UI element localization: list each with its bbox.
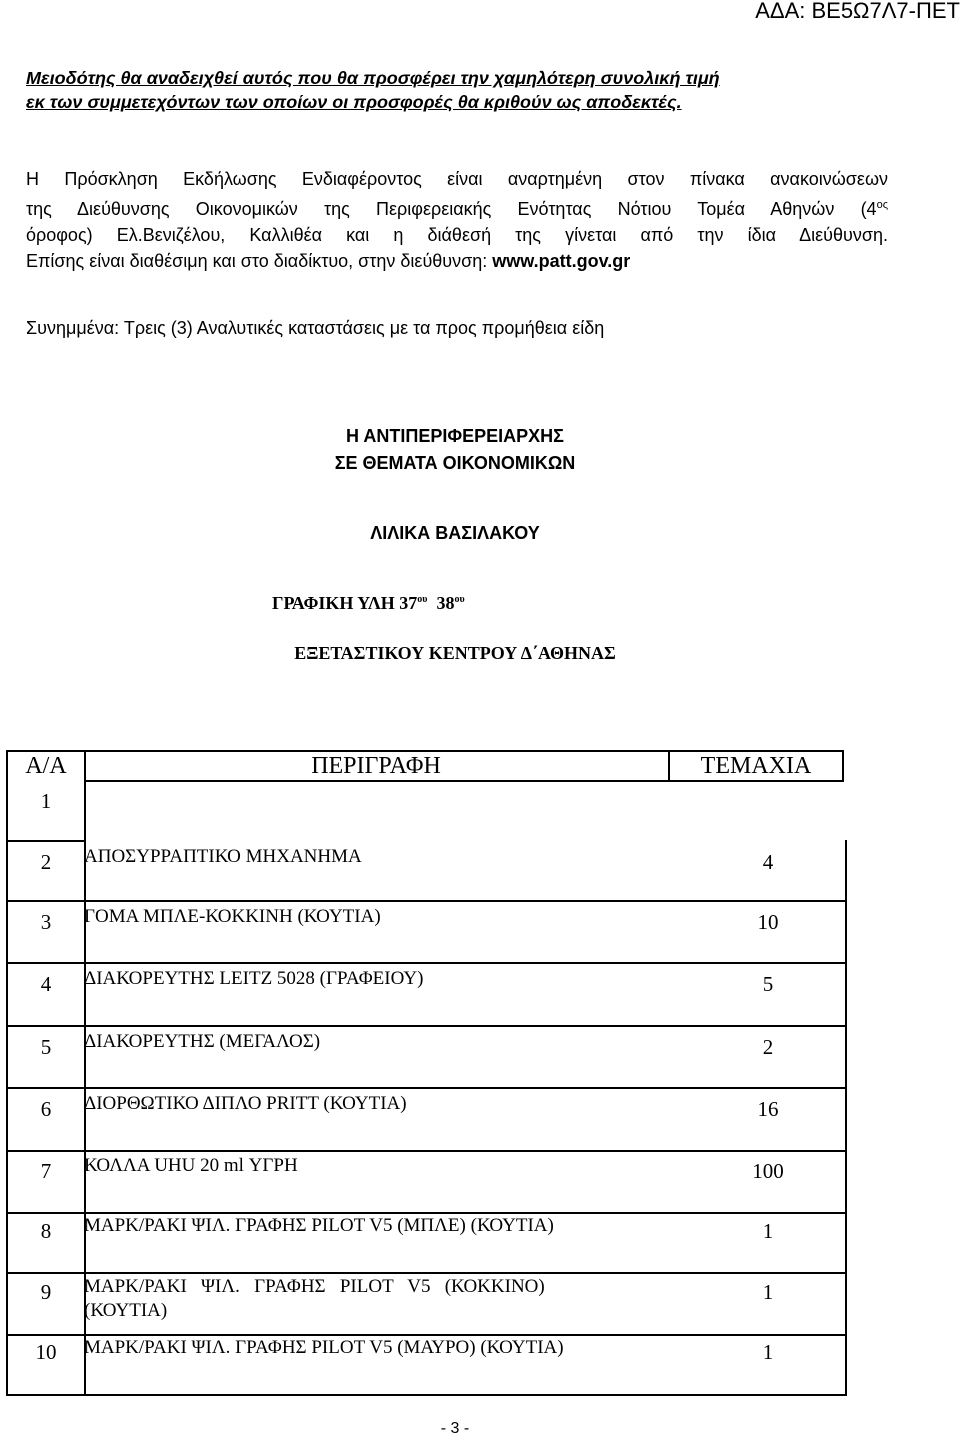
attachments-line: Συνημμένα: Τρεις (3) Αναλυτικές καταστάσεις με τα προς προμήθεια είδη	[26, 318, 605, 338]
paragraph-line2-text: της Διεύθυνσης Οικονομικών της Περιφερειακής Ενότητας Νότιου Τομέα Αθηνών (4	[26, 199, 877, 219]
header-quantity: ΤΕΜΑΧΙΑ	[700, 753, 812, 779]
row-description: ΔΙΑΚΟΡΕΥΤΗΣ LEITZ 5028 (ΓΡΑΦΕΙΟΥ)	[84, 968, 424, 989]
page-number: - 3 -	[440, 1420, 470, 1437]
paragraph-line3: όροφος) Ελ.Βενιζέλου, Καλλιθέα και η διάθεσή της γίνεται από την ίδια Διεύθυνση.	[26, 225, 888, 245]
row-description: ΜΑΡΚ/ΡΑΚΙ ΨΙΛ. ΓΡΑΦΗΣ PILOT V5 (ΜΑΥΡΟ) (ΚΟΥΤΙΑ)	[84, 1337, 564, 1358]
subject-line1	[272, 593, 465, 614]
row-quantity: 1	[762, 1280, 774, 1304]
paragraph-line1: Η Πρόσκληση Εκδήλωσης Ενδιαφέροντος είναι αναρτημένη στον πίνακα ανακοινώσεων	[26, 169, 888, 189]
row-number: 2	[40, 850, 52, 874]
signatory-name: ΛΙΛΙΚΑ ΒΑΣΙΛΑΚΟΥ	[370, 523, 540, 543]
row-quantity: 1	[762, 1219, 774, 1243]
row-description-continued: (ΚΟΥΤΙΑ)	[84, 1300, 168, 1321]
row-number: 3	[40, 910, 52, 934]
subject-sup1: ου	[417, 594, 428, 605]
row-number: 9	[40, 1280, 52, 1304]
award-note	[26, 66, 720, 114]
subject-sup2: ου	[454, 594, 465, 605]
paragraph-line2	[26, 192, 888, 222]
invitation-paragraph	[26, 166, 888, 274]
row-number: 5	[40, 1035, 52, 1059]
row-quantity: 5	[762, 972, 774, 996]
subject-line1-a: ΓΡΑΦΙΚΗ ΥΛΗ 37	[272, 593, 418, 613]
signatory-title-line2: ΣΕ ΘΕΜΑΤΑ ΟΙΚΟΝΟΜΙΚΩΝ	[334, 453, 576, 473]
signatory-title-line1: Η ΑΝΤΙΠΕΡΙΦΕΡΕΙΑΡΧΗΣ	[346, 426, 564, 446]
ada-code: ΑΔΑ: ΒΕ5Ω7Λ7-ΠΕΤ	[755, 0, 960, 23]
row-description: ΔΙΟΡΘΩΤΙΚΟ ΔΙΠΛΟ PRITT (ΚΟΥΤΙΑ)	[84, 1093, 407, 1114]
row-number: 4	[40, 972, 52, 996]
row-quantity: 16	[757, 1097, 779, 1121]
signatory-title	[0, 423, 910, 477]
row-description: ΑΠΟΣΥΡΡΑΠΤΙΚΟ ΜΗΧΑΝΗΜΑ	[84, 846, 362, 867]
row-description: ΔΙΑΚΟΡΕΥΤΗΣ (ΜΕΓΑΛΟΣ)	[84, 1031, 321, 1052]
row-number: 6	[40, 1097, 52, 1121]
website-link[interactable]: www.patt.gov.gr	[492, 251, 631, 271]
paragraph-line4-text: Επίσης είναι διαθέσιμη και στο διαδίκτυο, στην διεύθυνση:	[26, 251, 493, 271]
header-aa: Α/Α	[25, 753, 67, 779]
subject-line2: ΕΞΕΤΑΣΤΙΚΟΥ ΚΕΝΤΡΟΥ Δ΄ΑΘΗΝΑΣ	[294, 643, 616, 663]
subject-line1-b: 38	[427, 593, 455, 613]
paragraph-line2-sup: ος	[876, 199, 888, 211]
row-description: ΜΑΡΚ/ΡΑΚΙ ΨΙΛ. ΓΡΑΦΗΣ PILOT V5 (ΚΟΚΚΙΝΟ)	[84, 1276, 545, 1297]
row-description: ΚΟΛΛΑ UHU 20 ml ΥΓΡΗ	[84, 1155, 298, 1176]
row-quantity: 2	[762, 1035, 774, 1059]
row-quantity: 10	[757, 910, 779, 934]
row-quantity: 4	[762, 850, 774, 874]
header-description: ΠΕΡΙΓΡΑΦΗ	[311, 753, 441, 779]
row-number: 10	[35, 1340, 57, 1364]
row-description: ΜΑΡΚ/ΡΑΚΙ ΨΙΛ. ΓΡΑΦΗΣ PILOT V5 (ΜΠΛΕ) (ΚΟΥΤΙΑ)	[84, 1215, 554, 1236]
award-note-line2: εκ των συμμετεχόντων των οποίων οι προσφορές θα κριθούν ως αποδεκτές.	[26, 92, 682, 112]
row-number: 8	[40, 1219, 52, 1243]
row-description: ΓΟΜΑ ΜΠΛΕ-ΚΟΚΚΙΝΗ (ΚΟΥΤΙΑ)	[84, 906, 381, 927]
table-row-1-number: 1	[40, 789, 52, 813]
row-number: 7	[40, 1159, 52, 1183]
award-note-line1: Μειοδότης θα αναδειχθεί αυτός που θα προσφέρει την χαμηλότερη συνολική τιμή	[26, 68, 720, 88]
row-quantity: 100	[752, 1159, 784, 1183]
paragraph-line4	[26, 248, 888, 274]
row-quantity: 1	[762, 1340, 774, 1364]
